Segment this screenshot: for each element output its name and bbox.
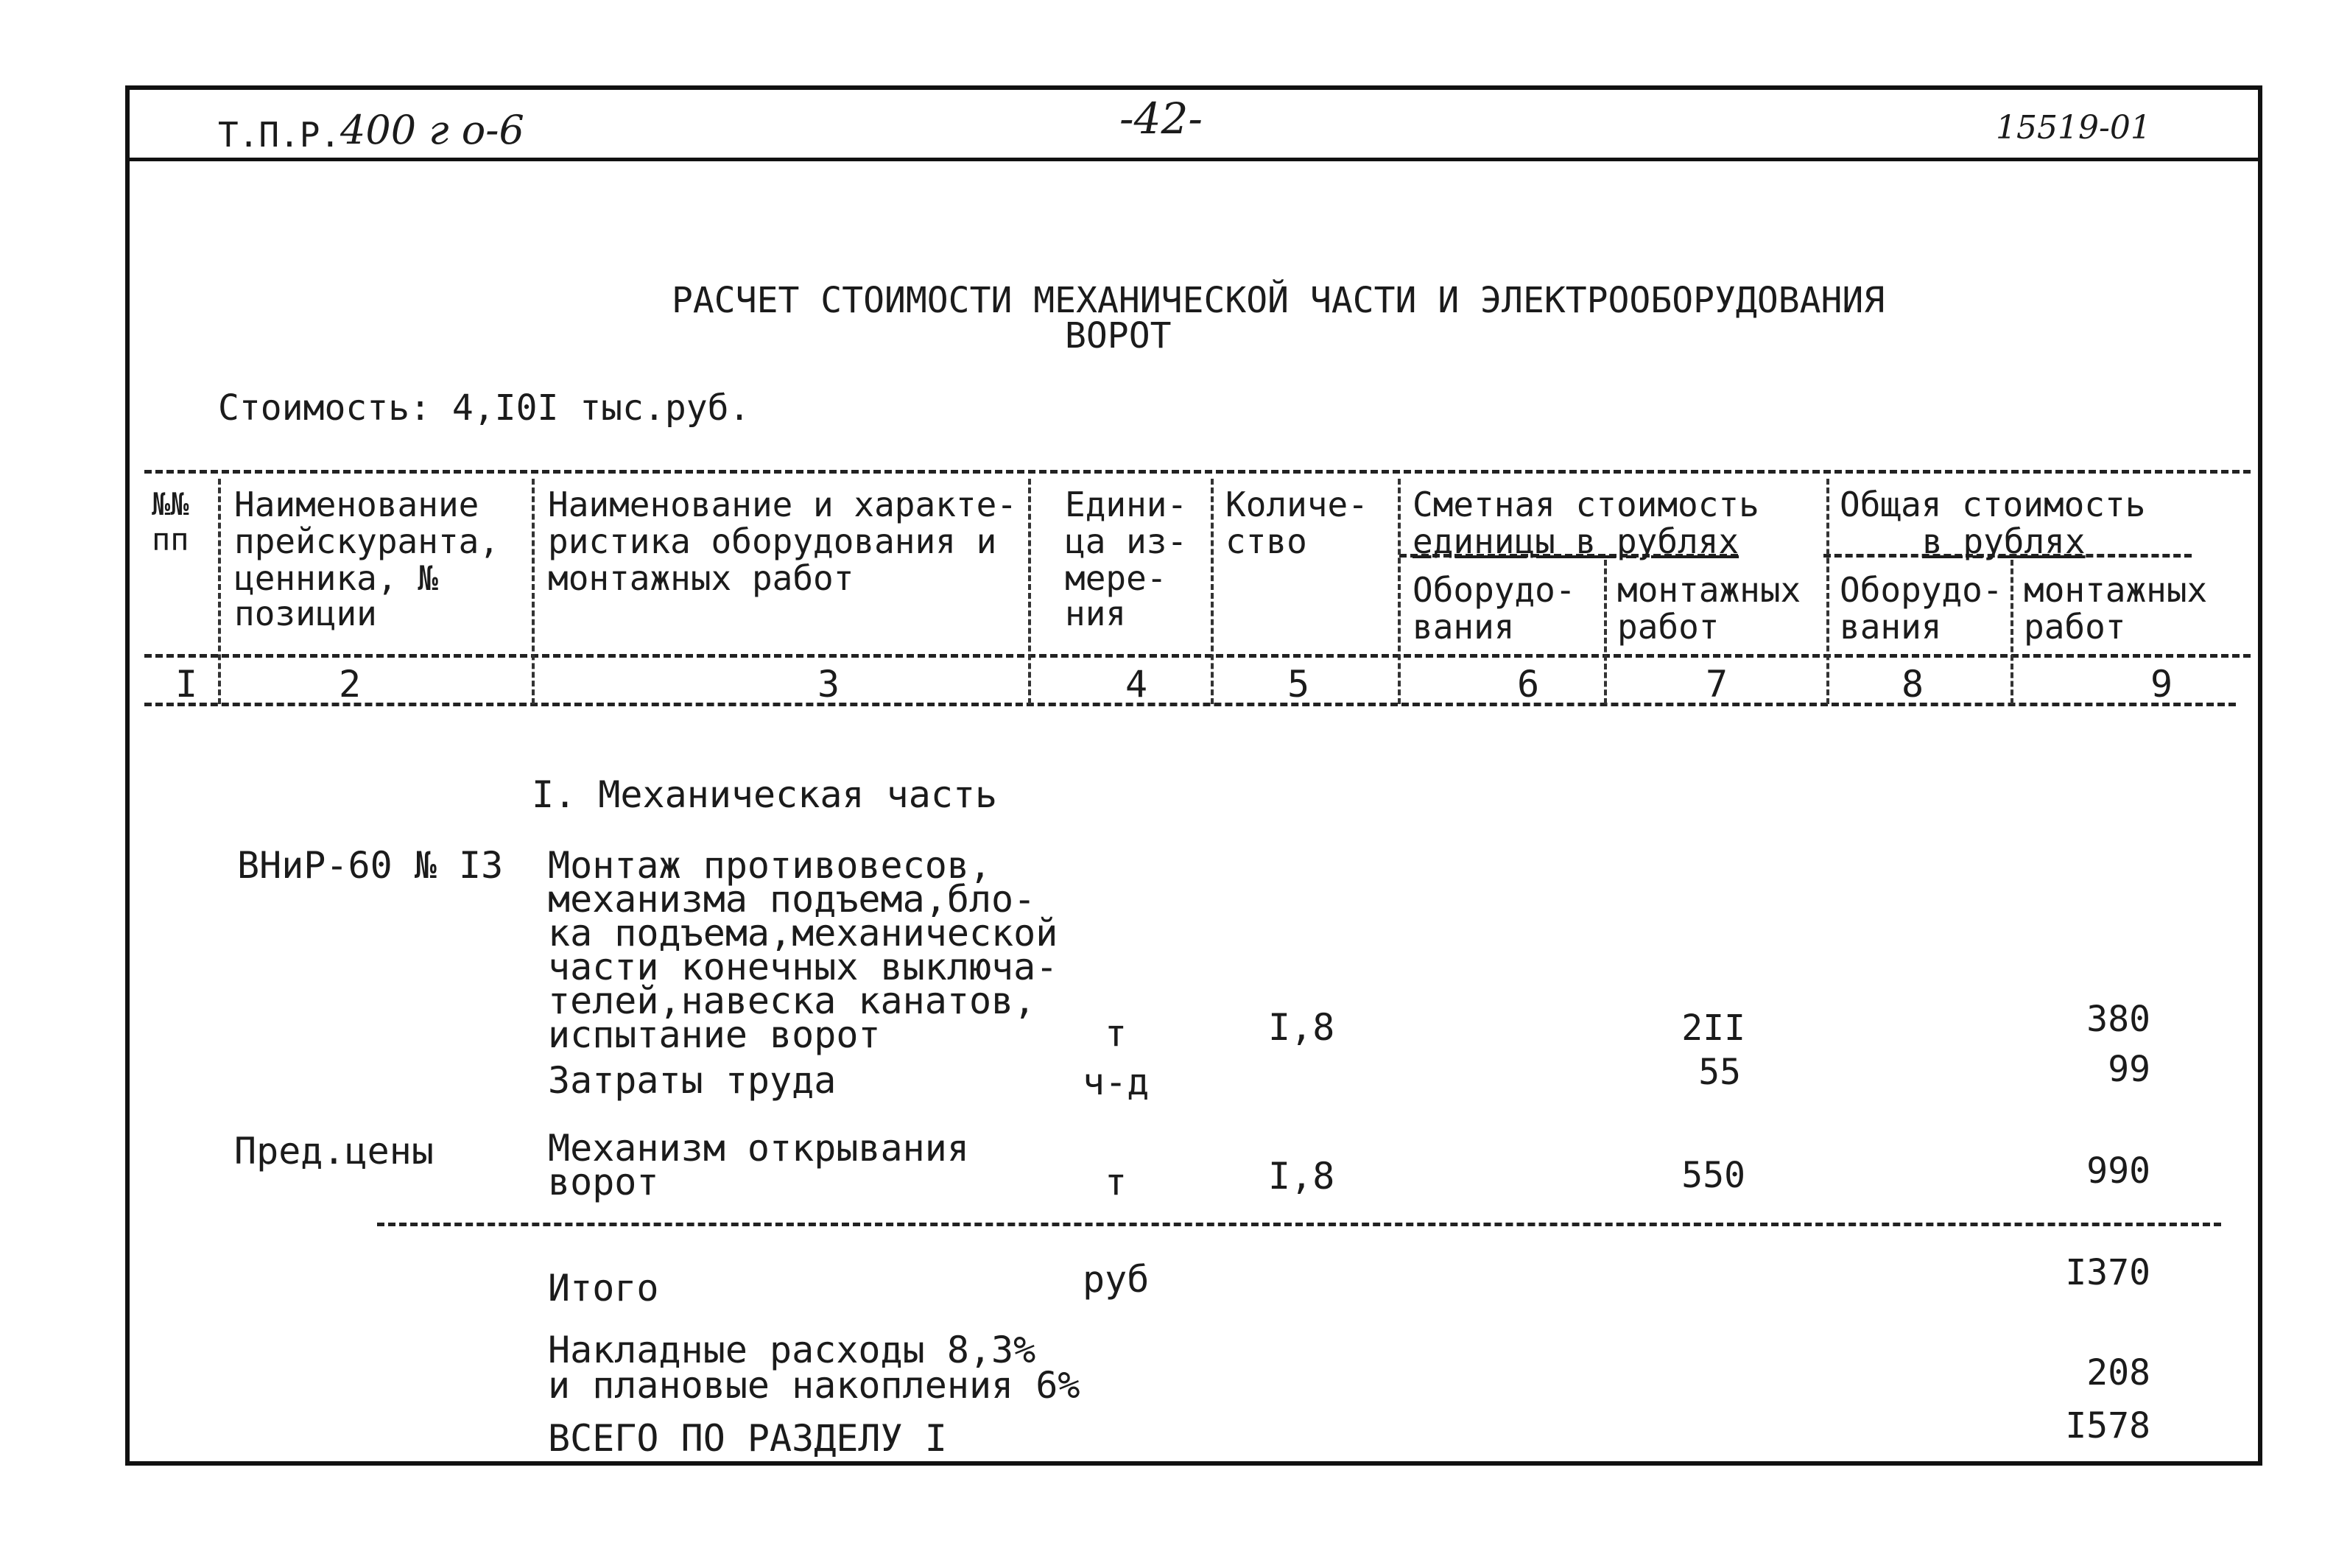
- col8-header-line1: Оборудо-: [1840, 570, 2003, 610]
- row1-code: ВНиР-60 № I3: [237, 844, 504, 887]
- overhead-label-line1: Накладные расходы 8,3%: [548, 1329, 1036, 1371]
- col-sep-2: [532, 479, 535, 704]
- col3-header-line1: Наименование и характе-: [548, 485, 1017, 524]
- row3-code: Пред.цены: [234, 1130, 434, 1173]
- colnum-3: 3: [817, 663, 840, 706]
- col9-header-line1: монтажных: [2024, 570, 2208, 610]
- document-title-line1: РАСЧЕТ СТОИМОСТИ МЕХАНИЧЕСКОЙ ЧАСТИ И ЭЛЕКТРООБОРУДОВАНИЯ: [672, 280, 1885, 321]
- col6-header-line1: Оборудо-: [1413, 570, 1576, 610]
- subtotal-label: Итого: [548, 1267, 659, 1309]
- col2-header-line3: ценника, №: [234, 558, 438, 598]
- section-total-value: I578: [2065, 1405, 2150, 1446]
- row1-name-line5: телей,навеска канатов,: [548, 980, 1036, 1022]
- section-total-label: ВСЕГО ПО РАЗДЕЛУ I: [548, 1417, 947, 1460]
- colnum-6: 6: [1517, 663, 1540, 706]
- colnum-7: 7: [1706, 663, 1728, 706]
- doc-number: 15519-01: [1996, 109, 2151, 147]
- col-sep-6: [1604, 560, 1607, 704]
- col8-header-line2: вания: [1840, 607, 1942, 647]
- document-title-line2: ВОРОТ: [1065, 315, 1172, 356]
- row3-name-line2: ворот: [548, 1161, 659, 1203]
- row1-name-line1: Монтаж противовесов,: [548, 844, 992, 887]
- row1-unit: т: [1105, 1012, 1127, 1055]
- col-sep-3: [1028, 479, 1031, 704]
- row3-name-line1: Механизм открывания: [548, 1127, 969, 1170]
- subtotal-value: I370: [2065, 1252, 2150, 1293]
- col1-header-line2: пп: [152, 521, 189, 558]
- row2-name-line1: Затраты труда: [548, 1059, 837, 1102]
- col7-header-line1: монтажных: [1617, 570, 1801, 610]
- row1-name-line4: части конечных выключа-: [548, 946, 1058, 988]
- col9-header-line2: работ: [2024, 607, 2126, 647]
- col-sep-7: [1826, 479, 1829, 704]
- table-top-rule: [144, 470, 2251, 474]
- col4-header-line4: ния: [1065, 594, 1127, 633]
- subtotal-unit: руб: [1083, 1258, 1150, 1301]
- col2-header-line1: Наименование: [234, 485, 479, 524]
- cost-line: Стоимость: 4,I0I тыс.руб.: [218, 387, 750, 429]
- col3-header-line3: монтажных работ: [548, 558, 854, 598]
- row2-total-install: 99: [2108, 1049, 2150, 1090]
- col1-header-line1: №№: [152, 486, 189, 522]
- colnum-8: 8: [1902, 663, 1924, 706]
- colnum-4: 4: [1125, 663, 1148, 706]
- col89-header-line1: Общая стоимость: [1840, 485, 2146, 524]
- header-bottom-rule: [144, 654, 2251, 658]
- colnum-9: 9: [2150, 663, 2173, 706]
- col67-header-line1: Сметная стоимость: [1413, 485, 1759, 524]
- overhead-label-line2: и плановые накопления 6%: [548, 1364, 1080, 1407]
- row2-unit: ч-д: [1083, 1061, 1150, 1103]
- row3-total-install: 990: [2086, 1150, 2150, 1192]
- header-divider: [125, 158, 2258, 161]
- col6-header-line2: вания: [1413, 607, 1515, 647]
- col4-header-line2: ца из-: [1065, 521, 1188, 561]
- col-sep-5: [1398, 479, 1401, 704]
- page-number: -42-: [1119, 94, 1203, 144]
- row1-qty: I,8: [1268, 1006, 1335, 1049]
- row1-name-line2: механизма подъема,бло-: [548, 878, 1036, 921]
- row1-name-line6: испытание ворот: [548, 1013, 881, 1056]
- col3-header-line2: ристика оборудования и: [548, 521, 997, 561]
- colnum-2: 2: [339, 663, 362, 706]
- col7-header-line2: работ: [1617, 607, 1720, 647]
- row1-unit-install: 2II: [1681, 1008, 1745, 1049]
- colnum-1: I: [175, 663, 198, 706]
- doc-code-handwritten: 400 г о-6: [340, 107, 524, 153]
- col5-header-line2: ство: [1225, 521, 1307, 561]
- row2-unit-install: 55: [1698, 1052, 1741, 1093]
- col67-header-line2: единицы в рублях: [1413, 521, 1739, 561]
- doc-code-printed: Т.П.Р.: [218, 115, 341, 155]
- section-title: I. Механическая часть: [532, 773, 998, 816]
- colnum-5: 5: [1287, 663, 1310, 706]
- col2-header-line2: прейскуранта,: [234, 521, 500, 561]
- col2-header-line4: позиции: [234, 594, 377, 633]
- col-sep-4: [1211, 479, 1214, 704]
- row1-total-install: 380: [2086, 999, 2150, 1040]
- row3-unit: т: [1105, 1161, 1127, 1203]
- row1-name-line3: ка подъема,механической: [548, 912, 1058, 954]
- col5-header-line1: Количе-: [1225, 485, 1368, 524]
- row3-qty: I,8: [1268, 1155, 1335, 1198]
- col89-header-line2: в рублях: [1922, 521, 2086, 561]
- summary-rule: [377, 1223, 2221, 1226]
- col-sep-1: [218, 479, 221, 704]
- row3-unit-install: 550: [1681, 1155, 1745, 1196]
- col-sep-8: [2010, 560, 2013, 704]
- col4-header-line1: Едини-: [1065, 485, 1188, 524]
- col4-header-line3: мере-: [1065, 558, 1167, 598]
- overhead-value: 208: [2086, 1352, 2150, 1393]
